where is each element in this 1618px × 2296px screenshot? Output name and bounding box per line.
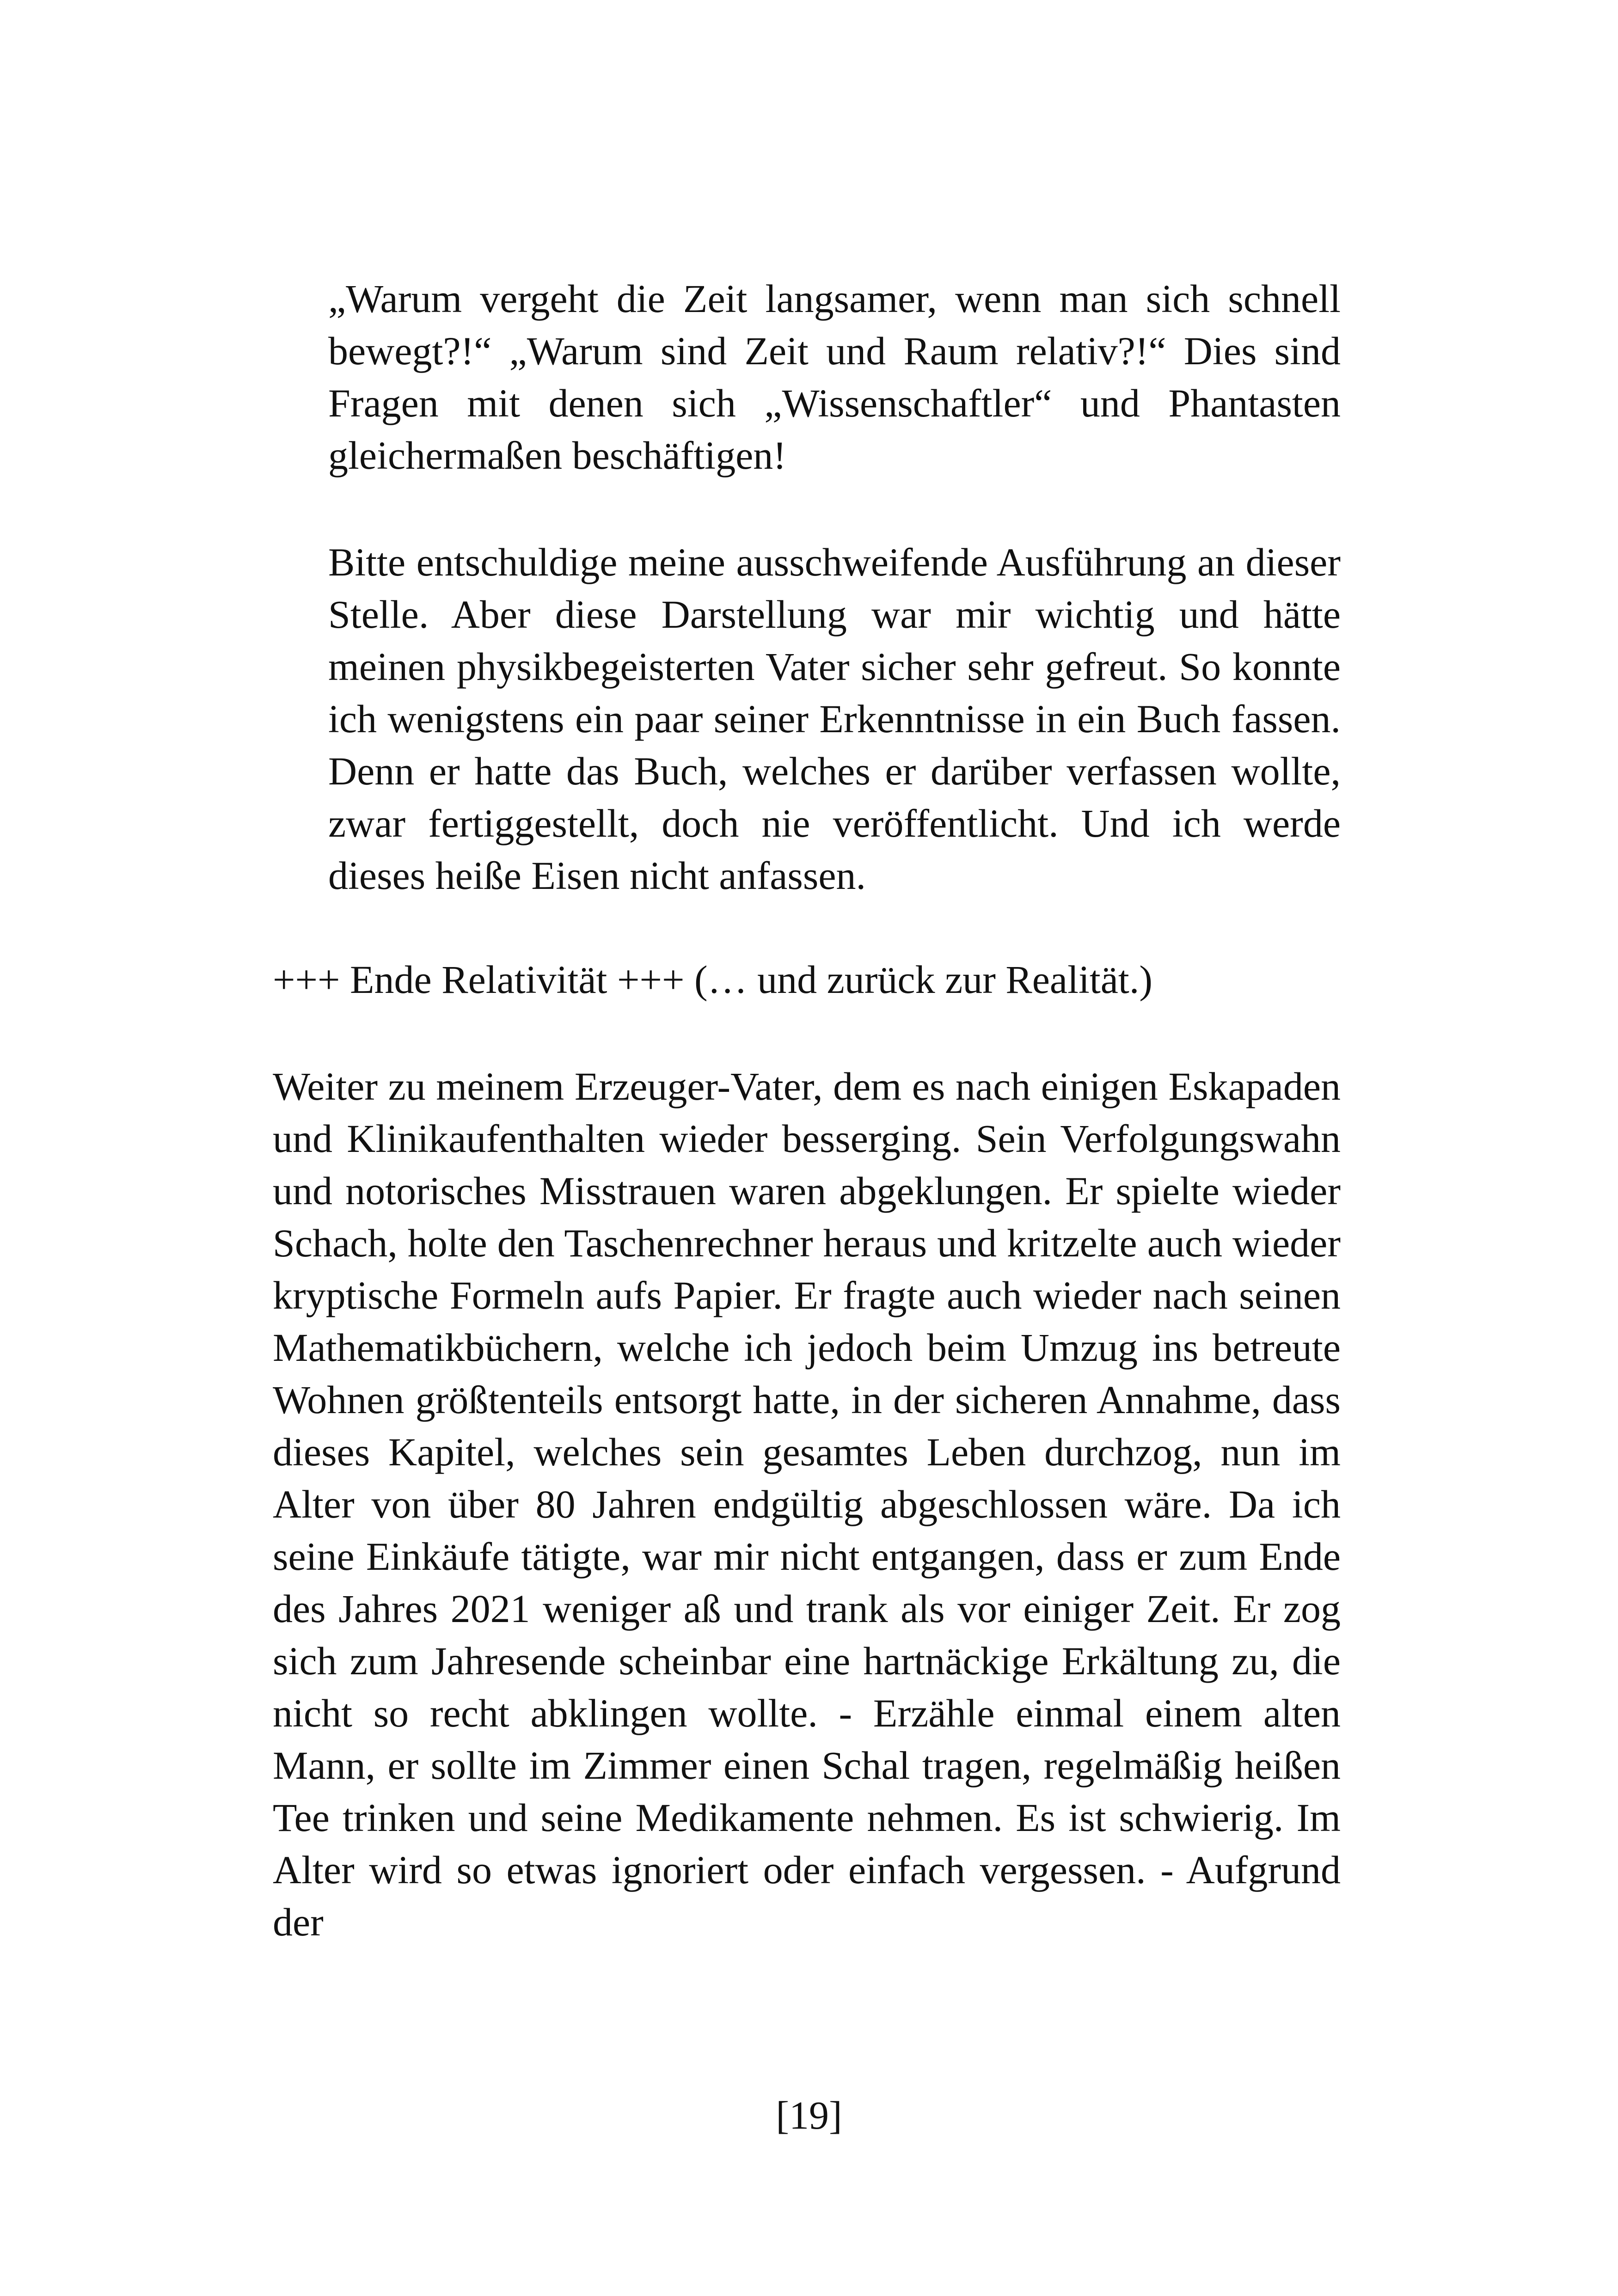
page-number: [19] (776, 2093, 842, 2137)
narrative-paragraph: Weiter zu meinem Erzeuger-Vater, dem es nach einigen Eskapaden und Klinikaufenthalten wieder besserging. Sein Verfolgungswahn und notorisches Misstrauen waren abgeklungen. Er spielte wieder Schach, holte den Taschenrechner heraus und kritzelte auch wieder kryptische Formeln aufs Papier. Er fragte auch wieder nach seinen Mathematikbüchern, welche ich jedoch beim Umzug ins betreute Wohnen größtenteils entsorgt hatte, in der sicheren Annahme, dass dieses Kapitel, welches sein gesamtes Leben durchzog, nun im Alter von über 80 Jahren endgültig abgeschlossen wäre. Da ich seine Einkäufe tätigte, war mir nicht entgangen, dass er zum Ende des Jahres 2021 weniger aß und trank als vor einiger Zeit. Er zog sich zum Jahresende scheinbar eine hartnäckige Erkältung zu, die nicht so recht abklingen wollte. - Erzähle einmal einem alten Mann, er sollte im Zimmer einen Schal tragen, regelmäßig heißen Tee trinken und seine Medikamente nehmen. Es ist schwierig. Im Alter wird so etwas ignoriert oder einfach vergessen. - Aufgrund der (273, 1064, 1341, 1944)
section-end-marker: +++ Ende Relativität +++ (… und zurück zur Realität.) (273, 957, 1152, 1002)
apology-paragraph: Bitte entschuldige meine ausschweifende Ausführung an dieser Stelle. Aber diese Darstellung war mir wichtig und hätte meinen physikbegeisterten Vater sicher sehr gefreut. So konnte ich wenigstens ein paar seiner Erkenntnisse in ein Buch fassen. Denn er hatte das Buch, welches er darüber verfassen wollte, zwar fertiggestellt, doch nie veröffentlicht. Und ich werde dieses heiße Eisen nicht anfassen. (328, 540, 1341, 898)
quote-paragraph: „Warum vergeht die Zeit langsamer, wenn man sich schnell bewegt?!“ „Warum sind Zeit und Raum relativ?!“ Dies sind Fragen mit denen sich „Wissenschaftler“ und Phantasten gleichermaßen beschäftigen! (328, 276, 1341, 478)
